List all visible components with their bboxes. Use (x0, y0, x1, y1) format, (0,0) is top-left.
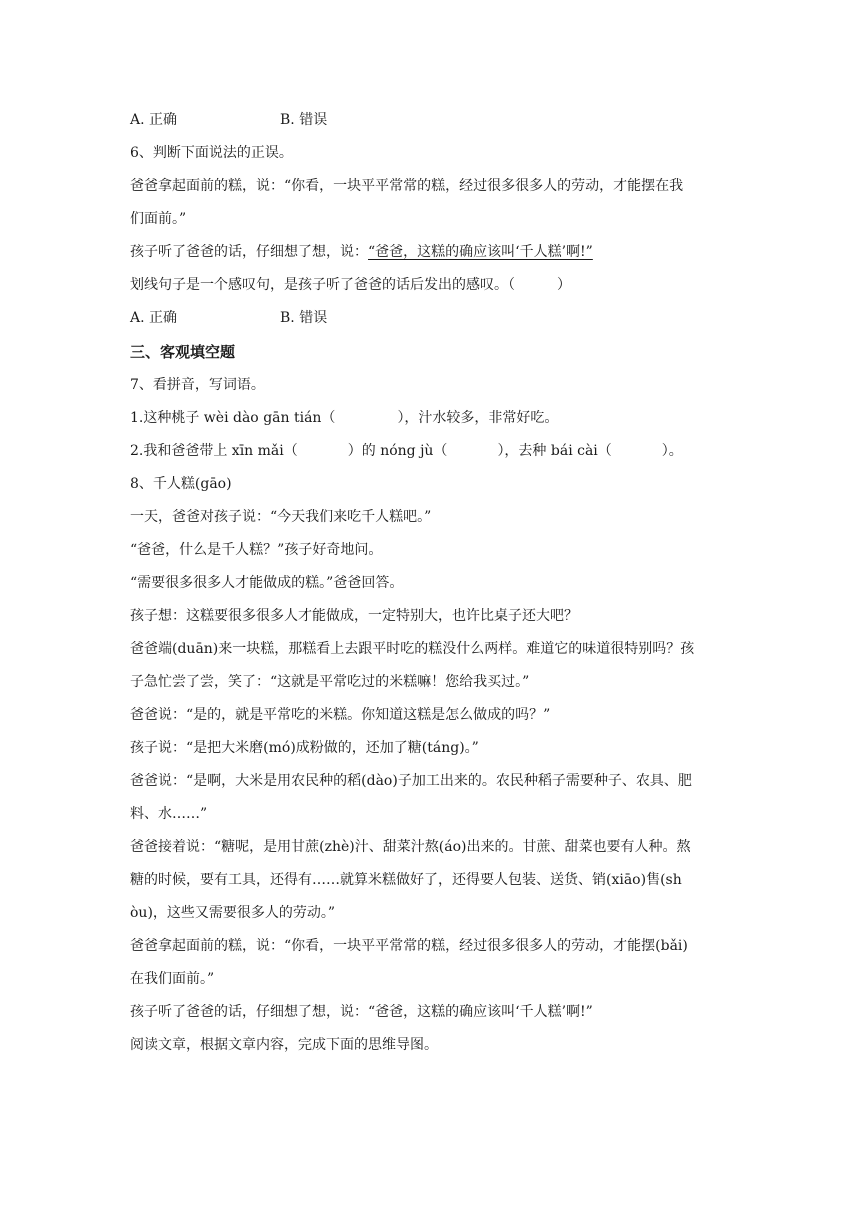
q6-statement: 划线句子是一个感叹句，是孩子听了爸爸的话后发出的感叹。（ ） (130, 277, 571, 293)
q5-option-b: B. 错误 (280, 112, 328, 128)
q8-passage-line: 糖的时候，要有工具，还得有……就算米糕做好了，还得要人包装、送货、销(xiāo)售(sh (130, 872, 682, 888)
q5-options (130, 104, 730, 137)
q8-passage-line: “爸爸，什么是千人糕？”孩子好奇地问。 (130, 542, 383, 558)
q8-passage-line: òu)，这些又需要很多人的劳动。” (130, 905, 336, 921)
q6-dialogue-prefix: 孩子听了爸爸的话，仔细想了想，说： (130, 244, 368, 260)
q7-item-2 (130, 435, 730, 468)
q7-item-2-text: ）的 nóng jù（ (347, 443, 448, 459)
q8-passage-line: 孩子想：这糕要很多很多人才能做成，一定特别大，也许比桌子还大吧？ (130, 608, 578, 624)
q6-option-b: B. 错误 (280, 310, 328, 326)
section-heading: 三、客观填空题 (130, 343, 236, 361)
q8-passage-line: 孩子听了爸爸的话，仔细想了想，说：“爸爸，这糕的确应该叫‘千人糕’啊!” (130, 1004, 593, 1020)
q6-passage-line: 爸爸拿起面前的糕，说：“你看，一块平平常常的糕，经过很多很多人的劳动，才能摆在我 (130, 178, 684, 194)
q6-options (130, 302, 730, 335)
q5-option-a: A. 正确 (130, 112, 178, 128)
q8-passage-line: 料、水……” (130, 806, 208, 822)
q8-passage-line: 爸爸说：“是的，就是平常吃的米糕。你知道这糕是怎么做成的吗？” (130, 707, 551, 723)
q8-passage-line: 一天，爸爸对孩子说：“今天我们来吃千人糕吧。” (130, 509, 432, 525)
q8-passage-line: 子急忙尝了尝，笑了：“这就是平常吃过的米糕嘛！您给我买过。” (130, 674, 530, 690)
q6-underlined-sentence: “爸爸，这糕的确应该叫‘千人糕’啊!” (368, 244, 593, 260)
q8-passage-line: “需要很多很多人才能做成的糕。”爸爸回答。 (130, 575, 404, 591)
q8-passage-line: 爸爸接着说：“糖呢，是用甘蔗(zhè)汁、甜菜汁熬(áo)出来的。甘蔗、甜菜也要有人种。熬 (130, 839, 691, 855)
worksheet-page (130, 104, 730, 1062)
q7-item-2-text: ）。 (661, 443, 683, 459)
q8-passage-line: 爸爸说：“是啊，大米是用农民种的稻(dào)子加工出来的。农民种稻子需要种子、农具、肥 (130, 773, 692, 789)
q8-instruction: 阅读文章，根据文章内容，完成下面的思维导图。 (130, 1037, 438, 1053)
q7-item-1-text: 1.这种桃子 wèi dào gān tián（ (130, 410, 336, 426)
q8-passage-line: 爸爸端(duān)来一块糕，那糕看上去跟平时吃的糕没什么两样。难道它的味道很特别吗？孩 (130, 641, 695, 657)
q7-item-2-text: 2.我和爸爸带上 xīn mǎi（ (130, 443, 298, 459)
q8-title: 8、千人糕(gāo) (130, 476, 232, 492)
q7-item-2-text: ），去种 bái cài（ (497, 443, 612, 459)
q6-title: 6、判断下面说法的正误。 (130, 145, 293, 161)
q7-item-1-text: ），汁水较多，非常好吃。 (397, 410, 559, 426)
q8-passage-line: 在我们面前。” (130, 971, 215, 987)
q7-title: 7、看拼音，写词语。 (130, 377, 265, 393)
q8-passage-line: 孩子说：“是把大米磨(mó)成粉做的，还加了糖(táng)。” (130, 740, 479, 756)
q6-passage-line: 们面前。” (130, 211, 187, 227)
q6-passage-dialogue (130, 236, 730, 269)
q6-option-a: A. 正确 (130, 310, 178, 326)
q8-passage-line: 爸爸拿起面前的糕，说：“你看，一块平平常常的糕，经过很多很多人的劳动，才能摆(bǎi) (130, 938, 688, 954)
q7-item-1 (130, 402, 730, 435)
